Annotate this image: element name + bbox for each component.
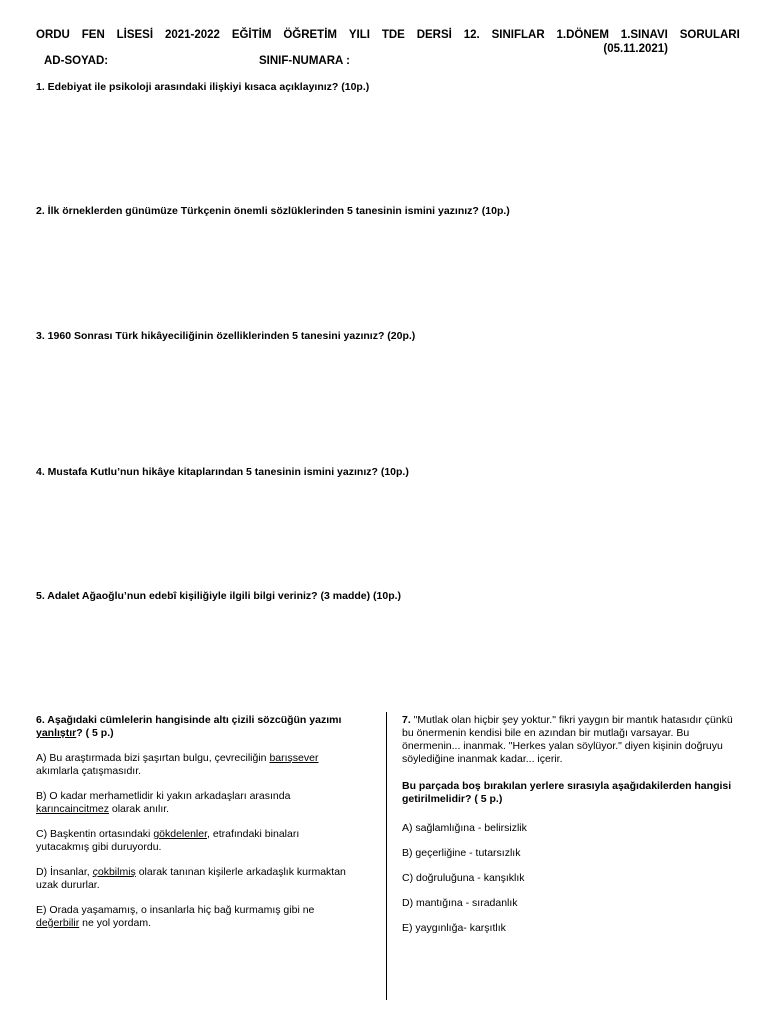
underlined-word: karıncaincitmez	[36, 803, 109, 815]
title-word: DERSİ	[416, 29, 452, 41]
q6-option-b[interactable]	[36, 790, 354, 816]
title-word: ORDU	[36, 29, 70, 41]
question-7	[402, 714, 742, 947]
title-word: TDE	[381, 29, 405, 41]
title-word: 1.DÖNEM	[556, 29, 609, 41]
question-3: 3. 1960 Sonrası Türk hikâyeciliğinin özelliklerinden 5 tanesini yazınız? (20p.)	[36, 330, 416, 342]
question-6-points: ? ( 5 p.)	[76, 727, 114, 739]
class-number-label: SINIF-NUMARA :	[259, 55, 350, 67]
option-text: olarak tanınan kişilerle arkadaşlık kurmaktan uzak dururlar.	[36, 866, 346, 891]
question-6-stem-underlined: yanlıştır	[36, 727, 77, 739]
title-word: 1.SINAVI	[620, 29, 668, 41]
q7-option-b[interactable]: B) geçerliğine - tutarsızlık	[402, 847, 521, 859]
question-7-passage	[402, 714, 742, 766]
title-word: 12.	[463, 29, 480, 41]
question-6-stem-text: 6. Aşağıdaki cümlelerin hangisinde altı çizili sözcüğün yazımı	[36, 714, 342, 726]
column-divider	[386, 712, 387, 1000]
question-7-passage-text: "Mutlak olan hiçbir şey yoktur." fikri yaygın bir mantık hatasıdır çünkü bu önermenin kendisi bile en azından bir mutlağı varsayar. Bu önermenin... inanmak. "Herkes yalan söylüyor." diyen kişinin doğruyu söylediğine inanmak kadar... içerir.	[402, 714, 733, 765]
underlined-word: değerbilir	[36, 917, 80, 929]
exam-title-line	[36, 28, 740, 42]
title-word: YILI	[348, 29, 370, 41]
option-text: B) O kadar merhametlidir ki yakın arkadaşları arasında	[36, 790, 291, 802]
name-label: AD-SOYAD:	[44, 55, 109, 67]
q7-option-c[interactable]: C) doğruluğuna - kanşıklık	[402, 872, 525, 884]
underlined-word: çokbilmiş	[92, 866, 136, 878]
title-word: ÖĞRETİM	[283, 29, 337, 41]
question-6	[36, 714, 354, 942]
title-word: EĞİTİM	[231, 29, 272, 41]
q6-option-d[interactable]	[36, 866, 354, 892]
question-4: 4. Mustafa Kutlu’nun hikâye kitaplarından 5 tanesinin ismini yazınız? (10p.)	[36, 466, 409, 478]
underlined-word: gökdelenler	[153, 828, 208, 840]
title-word: SINIFLAR	[491, 29, 545, 41]
q6-option-a[interactable]	[36, 752, 354, 778]
q7-option-a[interactable]: A) sağlamlığına - belirsizlik	[402, 822, 527, 834]
q6-option-c[interactable]	[36, 828, 354, 854]
option-text: C) Başkentin ortasındaki	[36, 828, 154, 840]
q7-option-d[interactable]: D) mantığına - sıradanlık	[402, 897, 518, 909]
option-text: A) Bu araştırmada bizi şaşırtan bulgu, çevreciliğin	[36, 752, 270, 764]
title-word: SORULARI	[679, 29, 740, 41]
underlined-word: barışsever	[269, 752, 319, 764]
option-text: olarak anılır.	[108, 803, 170, 815]
option-text: ne yol yordam.	[79, 917, 151, 929]
option-text: E) Orada yaşamamış, o insanlarla hiç bağ kurmamış gibi ne	[36, 904, 315, 916]
question-7-stem: Bu parçada boş bırakılan yerlere sırasıyla aşağıdakilerden hangisi getirilmelidir? ( 5 p.)	[402, 780, 732, 805]
option-text: akımlarla çatışmasıdır.	[36, 765, 142, 777]
question-6-stem	[36, 714, 354, 740]
title-word: FEN	[81, 29, 105, 41]
q6-option-e[interactable]	[36, 904, 354, 930]
title-word: LİSESİ	[116, 29, 154, 41]
question-2: 2. İlk örneklerden günümüze Türkçenin önemli sözlüklerinden 5 tanesinin ismini yazınız? (10p.)	[36, 205, 510, 217]
title-word: 2021-2022	[164, 29, 220, 41]
option-text: D) İnsanlar,	[36, 866, 93, 878]
question-5: 5. Adalet Ağaoğlu’nun edebî kişiliğiyle ilgili bilgi veriniz? (3 madde) (10p.)	[36, 590, 402, 602]
question-1: 1. Edebiyat ile psikoloji arasındaki ilişkiyi kısaca açıklayınız? (10p.)	[36, 81, 370, 93]
exam-date: (05.11.2021)	[603, 43, 668, 55]
option-text: , etrafındaki binaları yutacakmış gibi duruyordu.	[36, 828, 300, 853]
exam-title	[36, 28, 740, 56]
q7-option-e[interactable]: E) yaygınlığa- karşıtlık	[402, 922, 506, 934]
question-7-number: 7.	[402, 714, 411, 726]
